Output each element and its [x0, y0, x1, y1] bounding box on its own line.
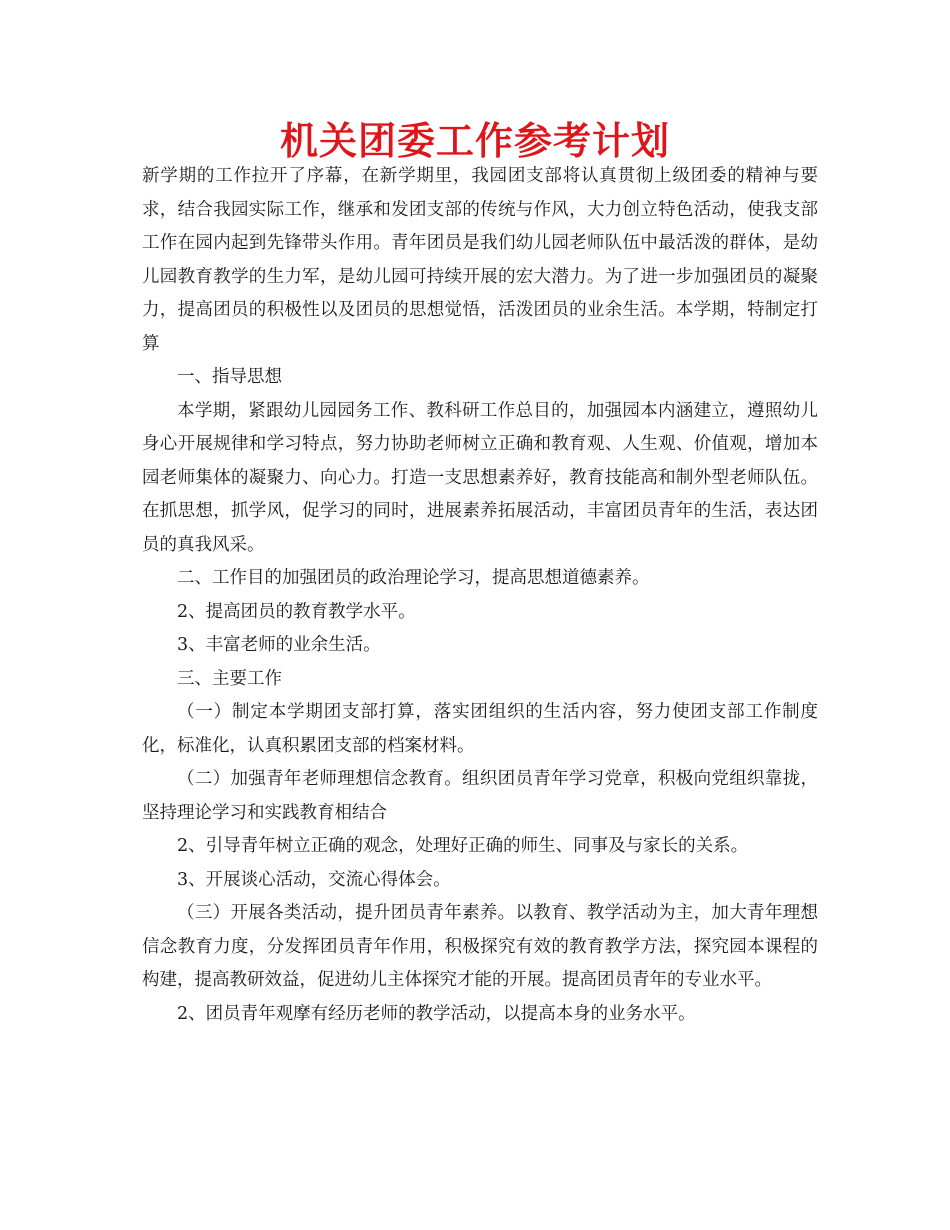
paragraph: 三、主要工作 — [177, 668, 282, 689]
paragraph: 本学期，紧跟幼儿园园务工作、教科研工作总目的，加强园本内涵建立，遵照幼儿身心开展规律和学习特点，努力协助老师树立正确和教育观、人生观、价值观，增加本园老师集体的凝聚力、向心力。打造一支思想素养好，教育技能高和制外型老师队伍。在抓思想，抓学风，促学习的同时，进展素养拓展活动，丰富团员青年的生活，表达团员的真我风采。 — [142, 400, 818, 555]
paragraph: 二、工作目的加强团员的政治理论学习，提高思想道德素养。 — [177, 568, 650, 588]
paragraph: 2、提高团员的教育教学水平。 — [177, 601, 416, 622]
paragraph: 新学期的工作拉开了序幕，在新学期里，我园团支部将认真贯彻上级团委的精神与要求，结合我园实际工作，继承和发团支部的传统与作风，大力创立特色活动，使我支部工作在园内起到先锋带头作用。青年团员是我们幼儿园老师队伍中最活泼的群体，是幼儿园教育教学的生力军，是幼儿园可持续开展的宏大潜力。为了进一步加强团员的凝聚力，提高团员的积极性以及团员的思想觉悟，活泼团员的业余生活。本学期，特制定打算 — [142, 166, 818, 354]
document-title: 机关团委工作参考计划 — [279, 119, 670, 163]
paragraph: 3、丰富老师的业余生活。 — [177, 635, 381, 655]
document-body — [142, 160, 818, 1031]
paragraph: 3、开展谈心活动，交流心得体会。 — [177, 869, 451, 890]
paragraph: 一、指导思想 — [177, 367, 282, 387]
paragraph: （三）开展各类活动，提升团员青年素养。以教育、教学活动为主，加大青年理想信念教育力度，分发挥团员青年作用，积极探究有效的教育教学方法，探究园本课程的构建，提高教研效益，促进幼儿主体探究才能的开展。提高团员青年的专业水平。 — [142, 903, 818, 990]
paragraph: 2、团员青年观摩有经历老师的教学活动，以提高本身的业务水平。 — [177, 1003, 696, 1024]
paragraph: 2、引导青年树立正确的观念，处理好正确的师生、同事及与家长的关系。 — [177, 836, 749, 856]
paragraph: （一）制定本学期团支部打算，落实团组织的生活内容，努力使团支部工作制度化，标准化，认真积累团支部的档案材料。 — [142, 702, 818, 756]
paragraph: （二）加强青年老师理想信念教育。组织团员青年学习党章，积极向党组织靠拢，坚持理论学习和实践教育相结合 — [142, 769, 818, 823]
